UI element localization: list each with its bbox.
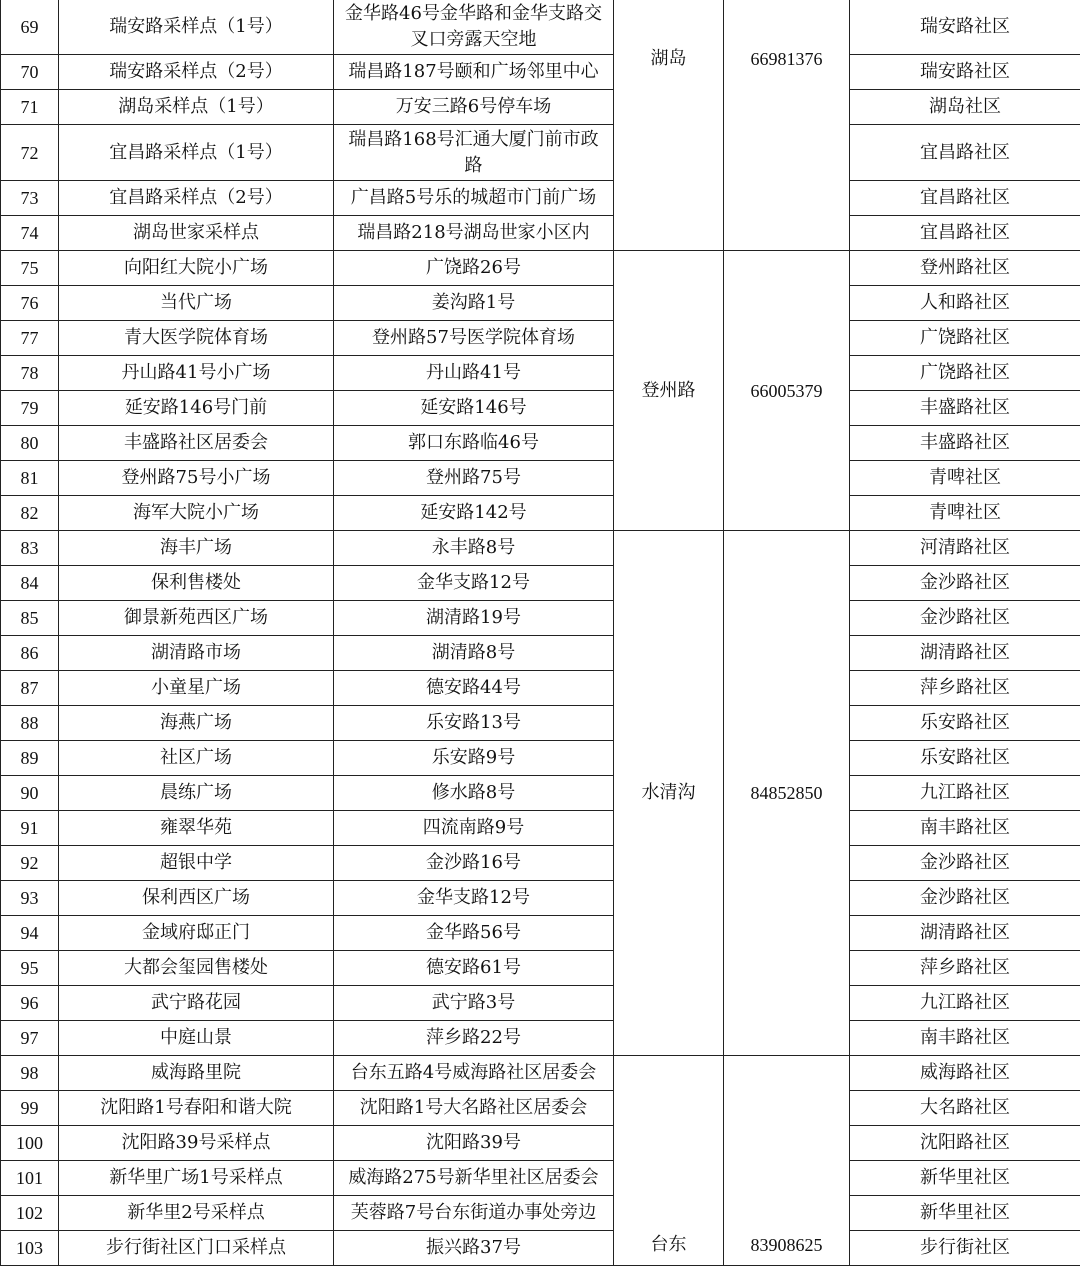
site-name: 中庭山景 <box>59 1021 334 1056</box>
row-number: 80 <box>1 426 59 461</box>
site-name: 保利西区广场 <box>59 881 334 916</box>
row-number: 75 <box>1 251 59 286</box>
site-name: 丰盛路社区居委会 <box>59 426 334 461</box>
community-name: 金沙路社区 <box>850 566 1080 601</box>
contact-phone: 66981376 <box>724 0 850 251</box>
site-name: 青大医学院体育场 <box>59 321 334 356</box>
row-number: 102 <box>1 1196 59 1231</box>
site-name: 宜昌路采样点（1号） <box>59 125 334 181</box>
table-row <box>1 706 1080 741</box>
table-row <box>1 286 1080 321</box>
table-row <box>1 0 1080 55</box>
row-number: 100 <box>1 1126 59 1161</box>
table-body <box>1 0 1080 1266</box>
table-row <box>1 496 1080 531</box>
community-name: 萍乡路社区 <box>850 671 1080 706</box>
row-number: 85 <box>1 601 59 636</box>
community-name: 九江路社区 <box>850 776 1080 811</box>
table-row <box>1 356 1080 391</box>
table-row <box>1 216 1080 251</box>
site-address: 万安三路6号停车场 <box>334 90 614 125</box>
site-address: 广昌路5号乐的城超市门前广场 <box>334 181 614 216</box>
community-name: 金沙路社区 <box>850 881 1080 916</box>
community-name: 丰盛路社区 <box>850 391 1080 426</box>
community-name: 湖清路社区 <box>850 916 1080 951</box>
community-name: 瑞安路社区 <box>850 55 1080 90</box>
site-name: 海丰广场 <box>59 531 334 566</box>
site-name: 瑞安路采样点（2号） <box>59 55 334 90</box>
site-address: 瑞昌路218号湖岛世家小区内 <box>334 216 614 251</box>
street-name: 台东 <box>614 1056 724 1266</box>
site-address: 瑞昌路187号颐和广场邻里中心 <box>334 55 614 90</box>
community-name: 青啤社区 <box>850 496 1080 531</box>
site-name: 登州路75号小广场 <box>59 461 334 496</box>
row-number: 87 <box>1 671 59 706</box>
row-number: 82 <box>1 496 59 531</box>
site-address: 姜沟路1号 <box>334 286 614 321</box>
row-number: 96 <box>1 986 59 1021</box>
row-number: 103 <box>1 1231 59 1266</box>
row-number: 92 <box>1 846 59 881</box>
site-name: 威海路里院 <box>59 1056 334 1091</box>
community-name: 威海路社区 <box>850 1056 1080 1091</box>
table-row <box>1 90 1080 125</box>
table-row <box>1 321 1080 356</box>
site-address: 乐安路13号 <box>334 706 614 741</box>
community-name: 人和路社区 <box>850 286 1080 321</box>
site-name: 保利售楼处 <box>59 566 334 601</box>
row-number: 77 <box>1 321 59 356</box>
site-name: 步行街社区门口采样点 <box>59 1231 334 1266</box>
table-row <box>1 601 1080 636</box>
site-address: 湖清路8号 <box>334 636 614 671</box>
site-name: 新华里广场1号采样点 <box>59 1161 334 1196</box>
row-number: 91 <box>1 811 59 846</box>
community-name: 步行街社区 <box>850 1231 1080 1266</box>
site-address: 沈阳路1号大名路社区居委会 <box>334 1091 614 1126</box>
contact-phone: 84852850 <box>724 531 850 1056</box>
site-name: 向阳红大院小广场 <box>59 251 334 286</box>
site-address: 登州路57号医学院体育场 <box>334 321 614 356</box>
table-row <box>1 951 1080 986</box>
community-name: 九江路社区 <box>850 986 1080 1021</box>
table-row <box>1 741 1080 776</box>
site-address: 金华支路12号 <box>334 881 614 916</box>
site-address: 金华路46号金华路和金华支路交叉口旁露天空地 <box>334 0 614 55</box>
row-number: 90 <box>1 776 59 811</box>
street-name: 登州路 <box>614 251 724 531</box>
table-row <box>1 531 1080 566</box>
community-name: 萍乡路社区 <box>850 951 1080 986</box>
community-name: 湖清路社区 <box>850 636 1080 671</box>
site-address: 延安路146号 <box>334 391 614 426</box>
site-name: 沈阳路39号采样点 <box>59 1126 334 1161</box>
community-name: 湖岛社区 <box>850 90 1080 125</box>
row-number: 72 <box>1 125 59 181</box>
community-name: 宜昌路社区 <box>850 125 1080 181</box>
site-name: 延安路146号门前 <box>59 391 334 426</box>
row-number: 99 <box>1 1091 59 1126</box>
community-name: 丰盛路社区 <box>850 426 1080 461</box>
site-name: 海军大院小广场 <box>59 496 334 531</box>
site-address: 广饶路26号 <box>334 251 614 286</box>
community-name: 金沙路社区 <box>850 601 1080 636</box>
site-name: 湖清路市场 <box>59 636 334 671</box>
community-name: 广饶路社区 <box>850 321 1080 356</box>
row-number: 89 <box>1 741 59 776</box>
site-name: 小童星广场 <box>59 671 334 706</box>
row-number: 78 <box>1 356 59 391</box>
site-name: 丹山路41号小广场 <box>59 356 334 391</box>
community-name: 河清路社区 <box>850 531 1080 566</box>
row-number: 79 <box>1 391 59 426</box>
row-number: 95 <box>1 951 59 986</box>
site-name: 宜昌路采样点（2号） <box>59 181 334 216</box>
community-name: 沈阳路社区 <box>850 1126 1080 1161</box>
site-address: 金华路56号 <box>334 916 614 951</box>
row-number: 71 <box>1 90 59 125</box>
table-row <box>1 251 1080 286</box>
site-address: 丹山路41号 <box>334 356 614 391</box>
table-row <box>1 811 1080 846</box>
table-row <box>1 846 1080 881</box>
table-row <box>1 1056 1080 1091</box>
table-row <box>1 986 1080 1021</box>
row-number: 94 <box>1 916 59 951</box>
table-row <box>1 1126 1080 1161</box>
site-name: 金域府邸正门 <box>59 916 334 951</box>
street-name: 水清沟 <box>614 531 724 1056</box>
row-number: 70 <box>1 55 59 90</box>
row-number: 88 <box>1 706 59 741</box>
site-address: 延安路142号 <box>334 496 614 531</box>
table-row <box>1 636 1080 671</box>
site-name: 湖岛采样点（1号） <box>59 90 334 125</box>
site-name: 瑞安路采样点（1号） <box>59 0 334 55</box>
site-name: 当代广场 <box>59 286 334 321</box>
community-name: 乐安路社区 <box>850 706 1080 741</box>
site-name: 武宁路花园 <box>59 986 334 1021</box>
site-address: 振兴路37号 <box>334 1231 614 1266</box>
site-address: 永丰路8号 <box>334 531 614 566</box>
row-number: 101 <box>1 1161 59 1196</box>
community-name: 宜昌路社区 <box>850 181 1080 216</box>
site-name: 雍翠华苑 <box>59 811 334 846</box>
table-row <box>1 181 1080 216</box>
site-address: 台东五路4号威海路社区居委会 <box>334 1056 614 1091</box>
site-name: 湖岛世家采样点 <box>59 216 334 251</box>
community-name: 青啤社区 <box>850 461 1080 496</box>
site-address: 金华支路12号 <box>334 566 614 601</box>
row-number: 93 <box>1 881 59 916</box>
table-row <box>1 461 1080 496</box>
site-name: 晨练广场 <box>59 776 334 811</box>
site-name: 社区广场 <box>59 741 334 776</box>
site-address: 武宁路3号 <box>334 986 614 1021</box>
site-name: 新华里2号采样点 <box>59 1196 334 1231</box>
table-row <box>1 1231 1080 1266</box>
community-name: 广饶路社区 <box>850 356 1080 391</box>
row-number: 73 <box>1 181 59 216</box>
row-number: 97 <box>1 1021 59 1056</box>
community-name: 大名路社区 <box>850 1091 1080 1126</box>
table-row <box>1 1196 1080 1231</box>
table-row <box>1 1161 1080 1196</box>
row-number: 86 <box>1 636 59 671</box>
street-name: 湖岛 <box>614 0 724 251</box>
site-address: 瑞昌路168号汇通大厦门前市政路 <box>334 125 614 181</box>
site-address: 四流南路9号 <box>334 811 614 846</box>
table-row <box>1 391 1080 426</box>
site-address: 修水路8号 <box>334 776 614 811</box>
contact-phone: 83908625 <box>724 1056 850 1266</box>
community-name: 南丰路社区 <box>850 811 1080 846</box>
community-name: 登州路社区 <box>850 251 1080 286</box>
site-address: 德安路44号 <box>334 671 614 706</box>
site-address: 萍乡路22号 <box>334 1021 614 1056</box>
row-number: 76 <box>1 286 59 321</box>
row-number: 98 <box>1 1056 59 1091</box>
row-number: 81 <box>1 461 59 496</box>
site-address: 沈阳路39号 <box>334 1126 614 1161</box>
site-address: 芙蓉路7号台东街道办事处旁边 <box>334 1196 614 1231</box>
row-number: 84 <box>1 566 59 601</box>
contact-phone: 66005379 <box>724 251 850 531</box>
table-row <box>1 1021 1080 1056</box>
table-row <box>1 1091 1080 1126</box>
table-row <box>1 776 1080 811</box>
site-name: 沈阳路1号春阳和谐大院 <box>59 1091 334 1126</box>
table-row <box>1 671 1080 706</box>
community-name: 宜昌路社区 <box>850 216 1080 251</box>
site-address: 德安路61号 <box>334 951 614 986</box>
site-address: 威海路275号新华里社区居委会 <box>334 1161 614 1196</box>
table-row <box>1 426 1080 461</box>
row-number: 83 <box>1 531 59 566</box>
table-row <box>1 881 1080 916</box>
site-address: 乐安路9号 <box>334 741 614 776</box>
table-row <box>1 916 1080 951</box>
table-row <box>1 55 1080 90</box>
site-address: 湖清路19号 <box>334 601 614 636</box>
site-address: 郭口东路临46号 <box>334 426 614 461</box>
community-name: 南丰路社区 <box>850 1021 1080 1056</box>
site-name: 大都会玺园售楼处 <box>59 951 334 986</box>
site-name: 御景新苑西区广场 <box>59 601 334 636</box>
table-row <box>1 125 1080 181</box>
community-name: 瑞安路社区 <box>850 0 1080 55</box>
row-number: 74 <box>1 216 59 251</box>
site-address: 金沙路16号 <box>334 846 614 881</box>
community-name: 金沙路社区 <box>850 846 1080 881</box>
community-name: 新华里社区 <box>850 1196 1080 1231</box>
row-number: 69 <box>1 0 59 55</box>
site-address: 登州路75号 <box>334 461 614 496</box>
table-row <box>1 566 1080 601</box>
site-name: 超银中学 <box>59 846 334 881</box>
site-name: 海燕广场 <box>59 706 334 741</box>
community-name: 新华里社区 <box>850 1161 1080 1196</box>
community-name: 乐安路社区 <box>850 741 1080 776</box>
